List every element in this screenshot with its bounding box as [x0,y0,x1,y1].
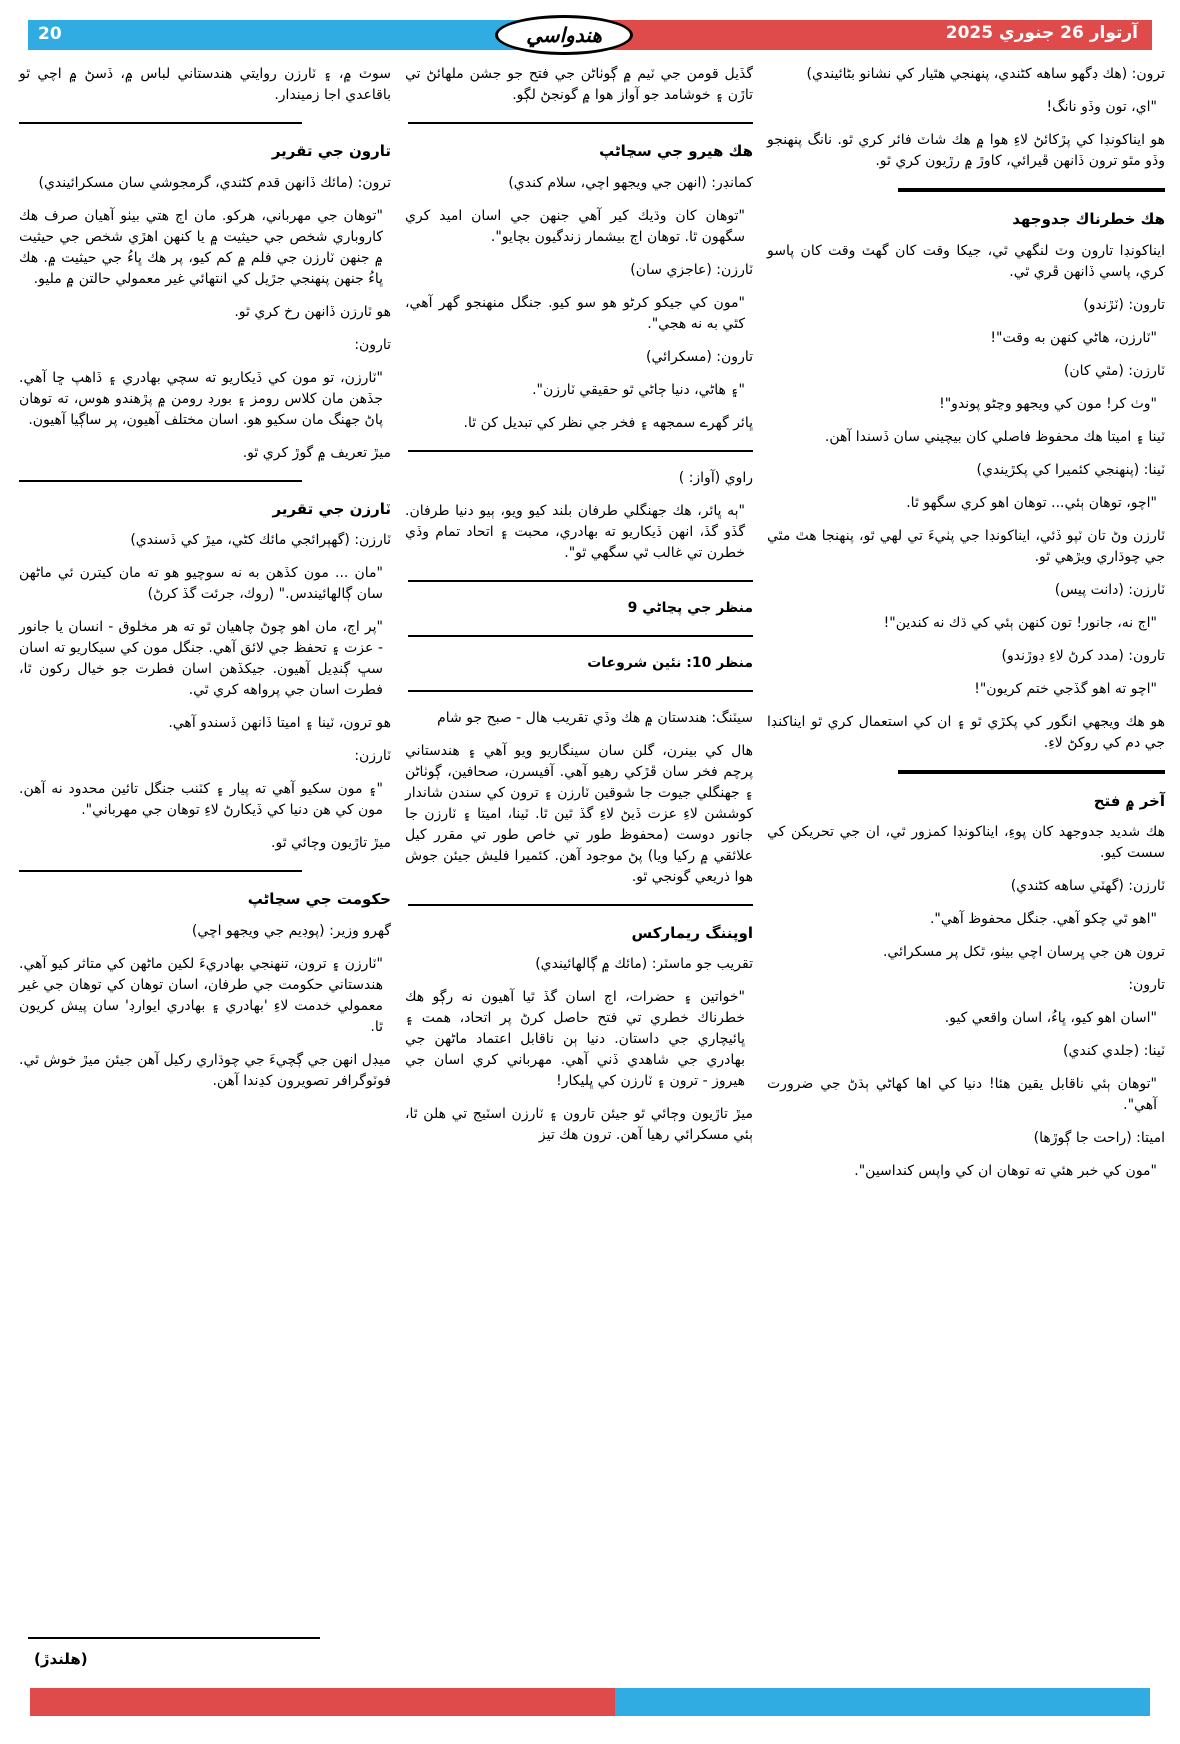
speaker-line: ٽارزن: (گهٻرائجي مائك کڻي، ميڙ کي ڏسندي) [130,532,391,548]
divider-rule [408,450,753,452]
footer-red-bar [30,1688,615,1716]
column-left [19,64,391,1194]
speaker-line: ٽارزن: (دانت پيس) [1054,581,1165,598]
divider-rule [19,870,302,872]
speaker-line: تارون: (مدد كرڻ لاءِ ڊوڙندو) [1001,647,1165,664]
dialogue-line: "ٻه ڀائر، هك جهنگلي طرفان بلند كيو ويو، ٻيو دنيا طرفان. گڏو گڏ، انهن ڏيكاريو ته بهادري، محبت ۽ اتحاد تمام وڏي خطرن تي غالب ٿي سگهي ٿو". [405,502,745,561]
masthead [28,20,1152,50]
stage-direction: ترون هن جي ڀرسان اچي بيٺو، ٿكل پر مسكرائي. [882,944,1165,960]
stage-direction: ميڙ تاڙيون وڄائي ٿو. [271,835,391,851]
dialogue-line: "اهو ٿي چكو آهي. جنگل محفوظ آهي". [929,911,1157,927]
divider-rule [408,690,753,692]
stage-direction: ڀائر گهرے سمجهه ۽ فخر جي نظر کي تبديل كن ٿا. [463,414,753,431]
speaker-line: ٽارزن: [354,748,391,764]
speaker-line: ترون: (هك ڊگهو ساهه کڻندي، پنهنجي هٿيار کي نشانو بڻائيندي) [806,66,1165,82]
dialogue-line: "توهان ٻئي ناقابل يقين هئا! دنيا کي اها كهاڻي ٻڌڻ جي ضرورت آهي". [767,1076,1157,1113]
scene-heading: منظر 10: نئين شروعات [587,654,753,671]
column-middle [405,64,753,1194]
dialogue-line: "ٽارزن، تو مون کي ڏيكاريو ته سچي بهادري ۽ ڏاهپ ڇا آهي. جڏهن مان كلاس رومز ۽ بورڊ رومن ۾ پڙهندو هوس، ته توهان پاڻ جهنگ مان سكيو هو. اسان مختلف آهيون، پر ساڳيا آهيون. [19,369,383,428]
speaker-line: تارون: (ٽڙندو) [1083,296,1165,313]
stage-direction: سيٽنگ: هندستان ۾ هك وڏي تقريب هال - صبح جو شام [437,709,753,726]
section-heading: آخر ۾ فتح [1093,791,1165,810]
speaker-line: ٽارزن: (گهٽي ساهه کڻندي) [1010,878,1165,894]
speaker-line: اميتا: (راحت جا ڳوڙها) [1033,1130,1165,1146]
speaker-line: ٽارزن: (عاجزي سان) [630,261,753,278]
speaker-line: راوي (آواز: ) [678,469,753,486]
dialogue-line: "اچو ته اهو گڏجي ختم كريون"! [974,680,1157,697]
newspaper-logo [495,15,633,55]
dialogue-line: "مون کي جيكو كرڻو هو سو كيو. جنگل منهنجو گهر آهي، كٿي به نه هجي". [405,294,745,332]
speaker-line: تقريب جو ماسٽر: (مائك ۾ ڳالهائيندي) [535,956,753,972]
speaker-line: تارون: (مسكرائي) [646,348,753,365]
stage-direction: ايناكونڊا تارون وٽ لنگهي ٿي، جيكا وقت كان گهٽ وقت كان پاسو كري، پاسي ڏانهن ڦري ٿي. [767,242,1165,280]
stage-direction: ٽارزن وڻ تان ٽپو ڏئي، ايناكونڊا جي پٺيءَ تي لهي ٿو، پنهنجا هٿ مٿي جي چوڌاري ويڙهي ٿو. [767,527,1165,565]
dialogue-line: "خواتين ۽ حضرات، اڄ اسان گڏ ٿيا آهيون نه رڳو هك خطرناك خطري تي فتح حاصل كرڻ پر اتحاد، همت ۽ ڀائيچاري جي داستان. دنيا ٻن ناقابل اعتماد ماڻهن جي بهادري جي شاهدي ڏني آهي. مهرباني كري اسان جي هيروز - ترون ۽ ٽارزن کي ڀليكار! [405,989,745,1089]
speaker-line: تارون: [1128,977,1165,993]
stage-direction: هو ترون، ٽينا ۽ اميتا ڏانهن ڏسندو آهي. [168,715,391,731]
divider-rule [408,635,753,637]
dialogue-line: "ٽارزن، هاڻي كنهن به وقت"! [990,329,1157,346]
speaker-line: ٽينا: (جلدي كندي) [1063,1043,1165,1059]
speaker-line: تارون: [354,336,391,353]
column-right [767,64,1165,1194]
footer-blue-bar [615,1688,1150,1716]
speaker-line: گهرو وزير: (پوڊيم جي ويجهو اچي) [191,922,391,939]
divider-rule [898,188,1165,192]
dialogue-line: "توهان كان وڌيك كير آهي جنهن جي اسان اميد كري سگهون ٿا. توهان اڄ بيشمار زندگيون بچايو". [405,207,745,245]
stage-direction: ميڙ تعريف ۾ گوڙ كري ٿو. [242,444,391,461]
dialogue-line: "اسان اهو كيو، ڀاءُ، اسان واقعي كيو. [944,1010,1157,1026]
stage-direction: گڏيل قومن جي ٽيم ۾ ڳوٺاڻن جي فتح جو جشن ملهائڻ تي تاڙن ۽ خوشامد جو آواز هوا ۾ گونجڻ لڳو. [405,66,753,103]
masthead-red-bar [558,20,1152,50]
dialogue-line: "پر اڄ، مان اهو چوڻ چاهيان ٿو ته هر مخلوق - انسان يا جانور - عزت ۽ تحفظ جي لائق آهي. جنگل مون کي سيكاريو ته اسان سڀ ڳنڍيل آهيون. جيكڏهن اسان فطرت جو خيال ركون ٿا، فطرت اسان جي پرواهه كري ٿي. [19,619,383,698]
section-heading: تارون جي تقرير [271,142,391,160]
stage-direction: هو هك ويجهي انگور کي پكڙي ٿو ۽ ان کي استعمال كري ٿو ايناكنڊا جي دم کي روكڻ لاءِ. [767,713,1165,751]
speaker-line: كمانڊر: (انهن جي ويجهو اچي، سلام كندي) [508,174,753,191]
section-heading: ٽارزن جي تقرير [272,499,391,518]
dialogue-line: "اچو، توهان ٻئي... توهان اهو كري سگهو ٿا. [906,494,1157,511]
dialogue-line: "اڄ نه، جانور! تون كنهن ٻئي کي ڌك نه كندين"! [883,614,1157,631]
issue-date: آرتوار 26 جنوري 2025 [945,23,1138,43]
speaker-line: ترون: (مائك ڏانهن قدم کڻندي، گرمجوشي سان مسكرائيندي) [38,174,391,191]
stage-direction: هو ٽارزن ڏانهن رخ كري ٿو. [234,303,391,320]
dialogue-line: "ٽارزن ۽ ترون، تنهنجي بهادريءَ لكين ماڻهن کي متاثر كيو آهي. هندستاني حكومت جي طرفان، اسان توهان کي توهان جي غير معمولي خدمت لاءِ 'بهادري ۽ بهادري ايوارڊ' سان پيش كريون ٿا. [19,955,383,1035]
page-number: 20 [38,24,62,44]
footer-divider-rule [28,1637,320,1639]
section-heading: حكومت جي سڃاڻپ [247,890,391,908]
stage-direction: هك شديد جدوجهد كان پوءِ، ايناكونڊا كمزور ٿي، ان جي تحريكن کي سست كيو. [767,824,1165,861]
divider-rule [408,580,753,582]
dialogue-line: "مون کي خبر هئي ته توهان ان کي واپس كنداسين". [854,1163,1157,1179]
stage-direction: هو ايناكونڊا کي پڙكائڻ لاءِ هوا ۾ هك شاٽ فائر كري ٿو. نانگ پنهنجو وڏو مٿو ترون ڏانهن ڦيرائي، كاوڙ ۾ رڙيون كري ٿو. [767,132,1165,169]
scene-heading: منظر جي پڃاڻي 9 [627,599,753,616]
speaker-line: ٽينا: (پنهنجي كئميرا کي پكڙيندي) [976,461,1165,478]
dialogue-line: "توهان جي مهرباني، هركو. مان اڄ هتي بيٺو آهيان صرف هك كاروباري شخص جي حيثيت ۾ يا كنهن اهڙي شخص جي حيثيت ۾ جنهن ٽارزن جي فلم ۾ كم كيو، پر هك ڀاءُ جي حيثيت ۾. هك ڀاءُ جنهن پنهنجي جڙيل کي انتهائي غير معمولي حالتن ۾ مليو. [19,207,383,287]
divider-rule [19,122,302,124]
section-heading: اوپننگ ريماركس [631,923,753,942]
divider-rule [19,480,302,482]
dialogue-line: "۽ مون سكيو آهي ته پيار ۽ كٽنب جنگل تائين محدود نه آهن. مون کي هن دنيا کي ڏيكارڻ لاءِ توهان جي مهرباني". [19,781,383,818]
stage-direction: ميڊل انهن جي ڳچيءَ جي چوڌاري ركيل آهن جيئن ميڙ خوش ٿي. فوٽوگرافر تصويرون كڍندا آهن. [19,1051,391,1089]
divider-rule [408,904,753,906]
divider-rule [408,122,753,124]
speaker-line: ٽارزن: (مٿي كان) [1063,362,1165,379]
dialogue-line: "اي، تون وڏو نانگ! [1046,99,1157,115]
stage-direction: سوٽ ۾، ۽ ٽارزن روايتي هندستاني لباس ۾، ڏسڻ ۾ اچي ٿو باقاعدي اجا زميندار. [19,66,391,103]
masthead-blue-bar [28,20,558,50]
dialogue-line: "مان ... مون كڏهن به نه سوچيو هو ته مان كيترن ئي ماڻهن سان ڳالهائيندس." (روك، جرئت گڏ كرڻ) [19,565,383,602]
continued-label: (هلندڙ) [34,1650,88,1668]
article-columns [15,64,1165,1194]
dialogue-line: "وٺ كر! مون کي ويجهو وڃڻو پوندو"! [939,395,1157,412]
stage-direction: ميڙ تاڙيون وڄائي ٿو جيئن تارون ۽ ٽارزن اسٽيج تي هلن ٿا، ٻئي مسكرائي رهيا آهن. ترون هك تيز [405,1106,753,1143]
section-heading: هك هيرو جي سڃاڻپ [599,142,753,160]
divider-rule [898,770,1165,774]
newspaper-logo-text: هندواسي [526,23,602,47]
stage-direction: ٽينا ۽ اميتا هك محفوظ فاصلي كان بيچيني سان ڏسندا آهن. [824,428,1165,445]
section-heading: هك خطرناك جدوجهد [1012,210,1165,228]
dialogue-line: "۽ هاڻي، دنيا ڄاڻي ٿو حقيقي ٽارزن". [532,381,745,398]
stage-direction: هال کي بينرن، گلن سان سينگاريو ويو آهي ۽ هندستاني پرچم فخر سان ڦڙكي رهيو آهي. آفيسرن، صحافين، ڳوٺاڻن ۽ جهنگلي جيوت جا شوقين ٽارزن ۽ ترون کي سندن شاندار كوششن لاءِ عزت ڏيڻ لاءِ گڏ ٿين ٿا. ٽينا، اميتا ۽ ٽارزن جا جانور دوست (محفوظ طور تي خاص طور تي مقرر كيل علائقي ۾ ركيا ويا) پڻ موجود آهن. كئميرا فليش جيئن جوش هوا ذريعي گونجي ٿو. [405,742,753,885]
